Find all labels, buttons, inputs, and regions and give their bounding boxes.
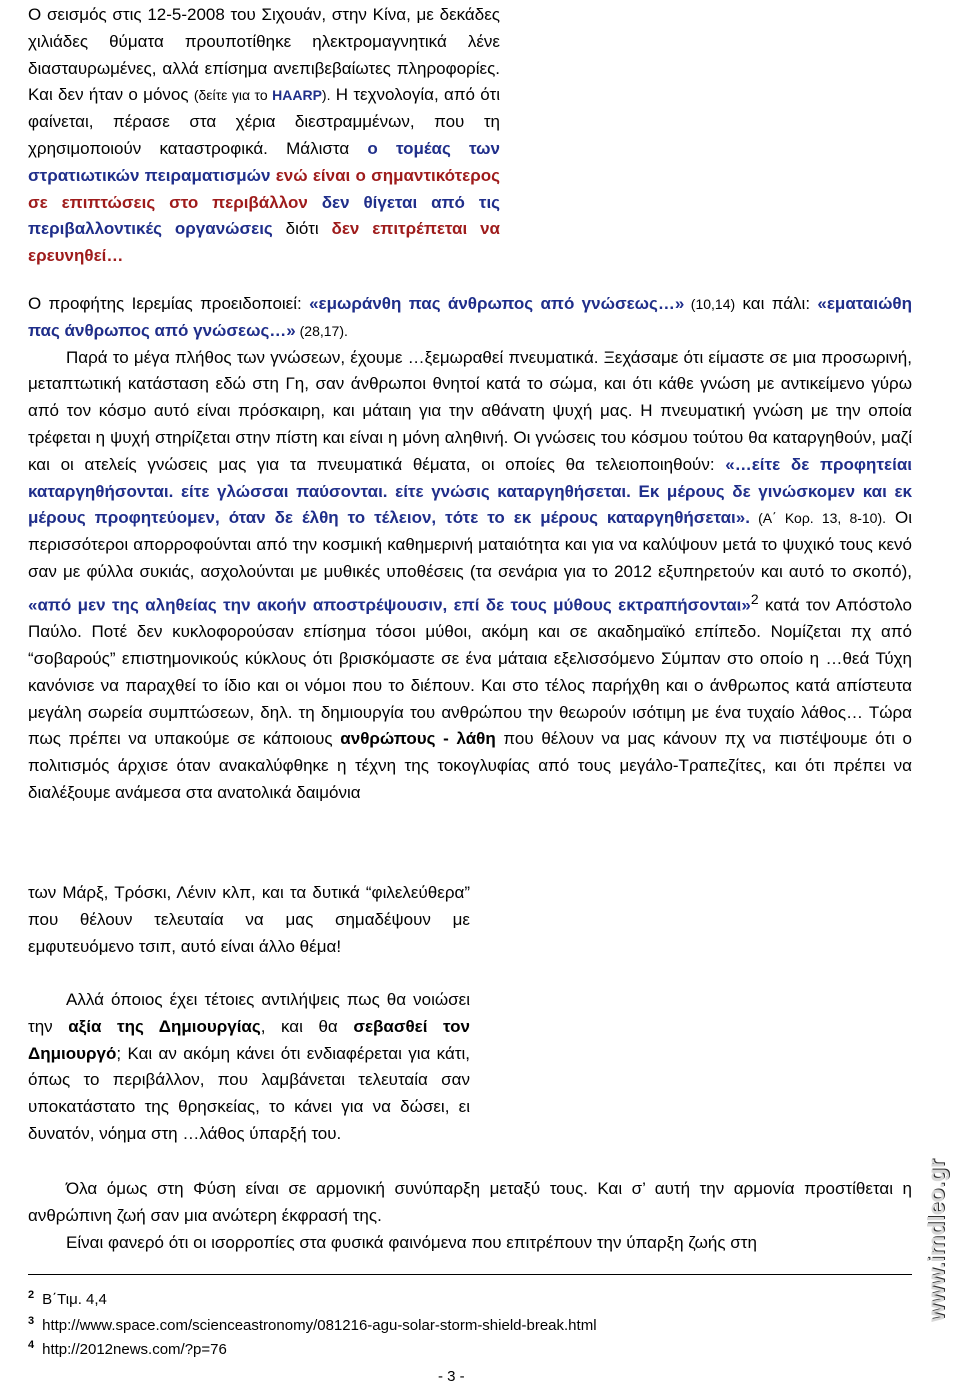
paragraph-jeremiah: Ο προφήτης Ιερεμίας προειδοποιεί: «εμωράνθη πας άνθρωπος από γνώσεως…» (10,14) και πάλι: «εματαιώθη πας άνθρωπος από γνώσεως…» (28,17).	[28, 294, 913, 340]
paragraph-harmony: Όλα όμως στη Φύση είναι σε αρμονική συνύπαρξη μεταξύ τους. Και σ’ αυτή την αρμονία προστίθεται η ανθρώπινη ζωή σαν μια ανώτερη έκφρασή της.	[28, 1179, 912, 1225]
footnote-separator	[28, 1274, 912, 1275]
paragraph-marx: των Μάρξ, Τρόσκι, Λένιν κλπ, και τα δυτικά “φιλελεύθερα” που θέλουν τελευταία να μας σημαδέψουν με εμφυτευόμενο τσιπ, αυτό είναι άλλο θέμα!	[28, 883, 470, 956]
paragraph-knowledge: Παρά το μέγα πλήθος των γνώσεων, έχουμε …ξεμωραθεί πνευματικά. Ξεχάσαμε ότι είμαστε σε μια προσωρινή, μεταπτωτική κατάσταση εδώ στη Γη, σαν άνθρωποι θνητοί κατά το σώμα, και ότι κάθε γνώση με αντικείμενο γύρω από τον κόσμο αυτό είναι πρόσκαιρη, και μάταιη για την αθάνατη ψυχή μας. Η πνευματική γνώση με την οποία τρέφεται η ψυχή στηρίζεται στην πίστη και είναι η μόνη αληθινή. Οι γνώσεις του κόσμου τούτου θα καταργηθούν, μαζί και οι ατελείς γνώσεις μας για τα πνευματικά θέματα, οι οποίες θα τελειοποιηθούν: «…είτε δε προφητείαι καταργηθήσονται. είτε γλώσσαι παύσονται. είτε γνώσις καταργηθήσεται. Εκ μέρους δε γινώσκομεν και εκ μέρους προφητεύομεν, όταν δε έλθη το τέλειον, τότε το εκ μέρους καταργηθήσεται». (Α΄ Κορ. 13, 8-10). Οι περισσότεροι απορροφούνται από την κοσμική καθημερινή ματαιότητα και για να καλύψουν μετά το ψυχικό τους κενό σαν με φύλλα συκιάς, ασχολούνται με μυθικές υποθέσεις (τα σενάρια για το 2012 εξυπηρετούν και αυτό το σκοπό), «από μεν της αληθείας την ακοήν αποστρέψουσιν, επί δε τους μύθους εκτραπήσονται»$^2$ κατά τον Απόστολο Παύλο. Ποτέ δεν κυκλοφορούσαν επίσημα τόσοι μύθοι, ακόμη και σε ακαδημαϊκό επίπεδο. Νομίζεται πχ από “σοβαρούς” επιστημονικούς κύκλους ότι βρισκόμαστε σε ένα μάταια εξελισσόμενο Σύμπαν στο οποίο η …θεά Τύχη κανόνισε να παραχθεί το ίδιο και οι νόμοι που το διέπουν. Και στο τέλος παρήχθη και ο άνθρωπος κατά απίστευτα μεγάλη σωρεία συμπτώσεων, δηλ. τη δημιουργία του ανθρώπου την θεωρούν ισότιμη με ένα τυχαίο λάθος… Τώρα πως πρέπει να υπακούμε σε κάποιους ανθρώπους - λάθη που θέλουν να μας κάνουν πχ να πιστέψουμε ότι ο πολιτισμός άρχισε όταν ανακαλύφθηκε η τέχνη της τοκογλυφίας από τους μεγάλο-Τραπεζίτες, και ότι πρέπει να διαλέξουμε ανάμεσα στα ανατολικά δαιμόνια	[28, 347, 913, 802]
paragraph-creation: Αλλά όποιος έχει τέτοιες αντιλήψεις πως θα νοιώσει την αξία της Δημιουργίας, και θα σεβασθεί τον Δημιουργό; Και αν ακόμη κάνει ότι ενδιαφέρεται για κάτι, όπως το περιβάλλον, που λαμβάνεται τελευταία σαν υποκατάστατο της θρησκείας, το κάνει για να δώσει, ει δυνατόν, νόημα στη …λάθος ύπαρξή του.	[28, 990, 470, 1143]
haarp-link[interactable]: HAARP	[272, 87, 322, 104]
main-text	[28, 291, 912, 807]
paragraph-earthquake: Ο σεισμός στις 12-5-2008 του Σιχουάν, στην Κίνα, με δεκάδες χιλιάδες θύματα προυποτίθηκε ηλεκτρομαγνητικά λένε διασταυρωμένες, αλλά επίσημα ανεπιβεβαίωτες πληροφορίες. Και δεν ήταν ο μόνος (δείτε για το HAARP). Η τεχνολογία, από ότι φαίνεται, πέρασε στα χέρια διεστραμμένων, που τη χρησιμοποιούν καταστροφικά. Μάλιστα ο τομέας των στρατιωτικών πειραματισμών ενώ είναι ο σημαντικότερος σε επιπτώσεις στο περιβάλλον δεν θίγεται από τις περιβαλλοντικές οργανώσεις διότι δεν επιτρέπεται να ερευνηθεί…	[28, 5, 501, 266]
paragraph-balance: Είναι φανερό ότι οι ισορροπίες στα φυσικά φαινόμενα που επιτρέπουν την ύπαρξη ζωής στη	[66, 1232, 757, 1252]
footnote-4: $^4$ http://2012news.com/?p=76	[28, 1339, 227, 1358]
footnote-ref-2[interactable]: 2	[750, 590, 759, 607]
footnote-4-link[interactable]: http://2012news.com/?p=76	[42, 1341, 227, 1358]
footnote-3-link[interactable]: http://www.space.com/scienceastronomy/081216-agu-solar-storm-shield-break.html	[42, 1317, 597, 1334]
page-number: - 3 -	[438, 1368, 465, 1385]
footnote-3: $^3$ http://www.space.com/scienceastronomy/081216-agu-solar-storm-shield-break.html	[28, 1315, 597, 1334]
footnote-2: $^2$ Β΄Τιμ. 4,4	[28, 1289, 107, 1308]
watermark: www.imdleo.gr	[922, 1158, 949, 1322]
closing-text	[28, 1176, 912, 1256]
